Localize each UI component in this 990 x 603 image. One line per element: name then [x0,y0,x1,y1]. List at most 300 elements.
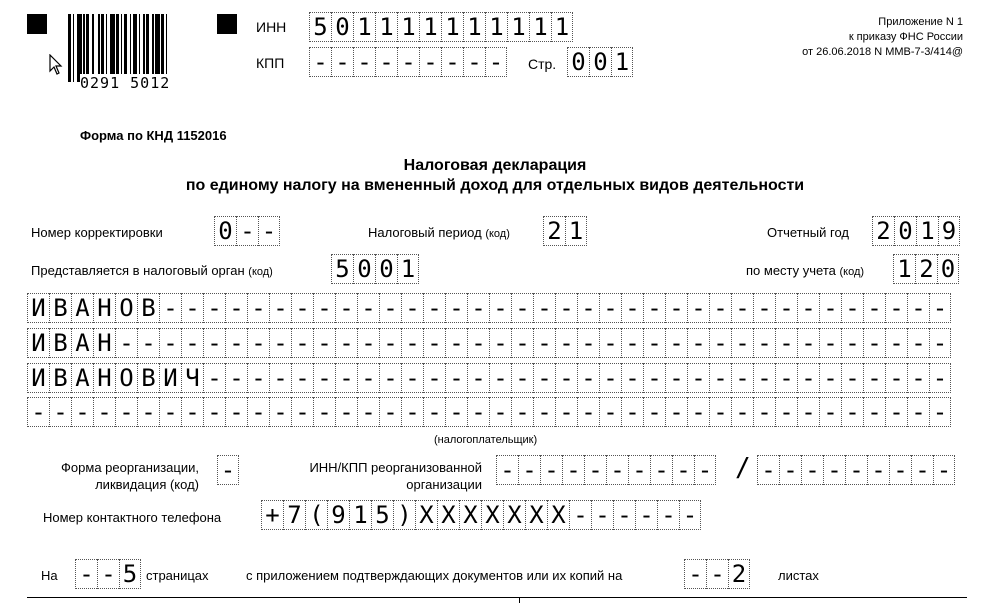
char-cell: - [467,397,489,427]
char-cell: 1 [463,12,485,42]
char-cell: X [503,500,525,530]
char-cell: - [845,455,867,485]
char-cell: - [357,397,379,427]
char-cell: - [679,500,701,530]
char-cell: - [687,293,709,323]
char-cell: - [863,328,885,358]
char-cell: - [397,47,419,77]
char-cell: - [159,293,181,323]
char-cell: - [665,328,687,358]
char-cell: - [863,293,885,323]
char-cell: 0 [375,254,397,284]
period-code-suffix: (код) [485,228,510,240]
char-cell: X [459,500,481,530]
authority-label-text: Представляется в налоговый орган [31,263,245,278]
char-cell: - [467,363,489,393]
char-cell: - [885,328,907,358]
char-cell: - [907,328,929,358]
char-cell: - [819,328,841,358]
period-label [368,225,510,240]
char-cell: - [97,559,119,589]
barcode-bar [167,14,170,82]
pages-suffix: страницах [146,568,209,583]
char-cell: Ч [181,363,203,393]
bottom-rule [27,597,967,598]
reorg-inn-label-line1: ИНН/КПП реорганизованной [309,460,482,475]
char-cell: О [115,293,137,323]
char-cell: - [885,293,907,323]
form-title-line1: Налоговая декларация [403,157,587,174]
char-cell: - [775,328,797,358]
page-cells[interactable] [567,47,633,77]
char-cell: - [757,455,779,485]
char-cell: - [27,397,49,427]
reorg-slash: / [735,453,751,483]
char-cell: - [562,455,584,485]
char-cell: 0 [214,216,236,246]
char-cell: - [247,293,269,323]
char-cell: И [27,293,49,323]
char-cell: 5 [119,559,141,589]
char-cell: - [71,397,93,427]
place-code-suffix: (код) [839,266,865,278]
reorg-cells[interactable] [217,455,239,485]
char-cell: - [599,293,621,323]
char-cell: - [441,47,463,77]
char-cell: - [533,363,555,393]
char-cell: - [819,293,841,323]
char-cell: - [731,363,753,393]
char-cell: 1 [349,500,371,530]
char-cell: - [313,293,335,323]
char-cell: - [779,455,801,485]
char-cell: - [621,293,643,323]
name-row-3[interactable] [27,363,951,393]
char-cell: - [533,293,555,323]
char-cell: - [93,397,115,427]
char-cell: - [291,363,313,393]
char-cell: В [49,328,71,358]
char-cell: - [797,328,819,358]
char-cell: - [929,293,951,323]
char-cell: - [731,397,753,427]
char-cell: - [889,455,911,485]
char-cell: - [291,293,313,323]
char-cell: - [687,363,709,393]
kpp-cells[interactable] [309,47,507,77]
char-cell: - [684,559,706,589]
char-cell: Н [93,363,115,393]
char-cell: 1 [551,12,573,42]
pages-cells[interactable] [75,559,141,589]
char-cell: 9 [327,500,349,530]
char-cell: - [291,397,313,427]
taxpayer-caption: (налогоплательщик) [434,434,538,446]
char-cell: 1 [611,47,633,77]
char-cell: - [929,363,951,393]
char-cell: - [225,328,247,358]
char-cell: - [463,47,485,77]
char-cell: - [511,363,533,393]
char-cell: - [907,293,929,323]
char-cell: - [643,397,665,427]
char-cell: 0 [331,12,353,42]
char-cell: - [258,216,280,246]
char-cell: - [533,328,555,358]
char-cell: - [203,397,225,427]
char-cell: - [709,363,731,393]
char-cell: 0 [567,47,589,77]
form-title-line2: по единому налогу на вмененный доход для отдельных видов деятельности [185,177,805,194]
char-cell: - [599,328,621,358]
char-cell: - [907,397,929,427]
char-cell: - [401,397,423,427]
char-cell: - [584,455,606,485]
char-cell: 1 [529,12,551,42]
char-cell: - [569,500,591,530]
char-cell: 5 [371,500,393,530]
corner-mark-right [217,14,237,34]
char-cell: И [159,363,181,393]
char-cell: - [445,293,467,323]
char-cell: - [181,328,203,358]
char-cell: В [49,363,71,393]
reorg-kpp-cells[interactable] [757,455,955,485]
char-cell: 9 [938,216,960,246]
char-cell: - [694,455,716,485]
char-cell: - [797,397,819,427]
char-cell: - [217,455,239,485]
char-cell: - [335,397,357,427]
barcode [68,14,196,82]
char-cell: ( [305,500,327,530]
char-cell: 2 [915,254,937,284]
phone-label: Номер контактного телефона [43,510,222,525]
char-cell: - [269,328,291,358]
char-cell: - [203,293,225,323]
char-cell: - [555,363,577,393]
char-cell: - [665,293,687,323]
char-cell: А [71,293,93,323]
char-cell: - [375,47,397,77]
char-cell: - [731,328,753,358]
char-cell: - [181,293,203,323]
char-cell: - [335,293,357,323]
char-cell: - [313,363,335,393]
name-row-4[interactable] [27,397,951,427]
char-cell: - [331,47,353,77]
char-cell: - [709,328,731,358]
char-cell: - [621,397,643,427]
char-cell: 7 [283,500,305,530]
char-cell: 5 [331,254,353,284]
char-cell: - [599,397,621,427]
char-cell: И [27,363,49,393]
char-cell: В [137,363,159,393]
char-cell: - [137,397,159,427]
char-cell: 5 [309,12,331,42]
char-cell: - [657,500,679,530]
char-cell: - [801,455,823,485]
char-cell: - [650,455,672,485]
char-cell: - [907,363,929,393]
char-cell: - [687,397,709,427]
pages-prefix: На [41,568,58,583]
char-cell: 0 [589,47,611,77]
char-cell: О [115,363,137,393]
char-cell: - [775,397,797,427]
inn-label: ИНН [256,19,287,35]
char-cell: Н [93,328,115,358]
char-cell: - [555,397,577,427]
authority-label [31,263,273,278]
char-cell: - [489,328,511,358]
char-cell: X [415,500,437,530]
sheets-label: листах [778,568,819,583]
char-cell: - [753,363,775,393]
char-cell: - [841,363,863,393]
char-cell: 1 [397,254,419,284]
place-label-text: по месту учета [746,263,836,278]
char-cell: - [665,363,687,393]
correction-cells[interactable] [214,216,280,246]
char-cell: Н [93,293,115,323]
char-cell: - [467,293,489,323]
char-cell: - [775,293,797,323]
attach-cells[interactable] [684,559,750,589]
char-cell: - [489,397,511,427]
name-row-2[interactable] [27,328,951,358]
char-cell: - [555,293,577,323]
char-cell: - [911,455,933,485]
char-cell: - [419,47,441,77]
char-cell: X [525,500,547,530]
char-cell: - [423,293,445,323]
char-cell: - [115,397,137,427]
char-cell: - [269,397,291,427]
char-cell: - [577,328,599,358]
char-cell: - [159,397,181,427]
char-cell: - [706,559,728,589]
correction-label: Номер корректировки [31,225,163,240]
char-cell: - [309,47,331,77]
authority-code-suffix: (код) [248,266,273,278]
char-cell: - [621,328,643,358]
char-cell: В [137,293,159,323]
page-label: Стр. [528,56,557,72]
char-cell: ) [393,500,415,530]
char-cell: - [797,293,819,323]
char-cell: - [635,500,657,530]
char-cell: - [225,397,247,427]
char-cell: - [181,397,203,427]
char-cell: 0 [894,216,916,246]
char-cell: - [797,363,819,393]
char-cell: 1 [916,216,938,246]
char-cell: - [49,397,71,427]
char-cell: - [75,559,97,589]
appendix-line2: к приказу ФНС России [848,31,963,43]
char-cell: - [247,363,269,393]
char-cell: 2 [543,216,565,246]
char-cell: - [555,328,577,358]
char-cell: - [540,455,562,485]
authority-cells[interactable] [331,254,419,284]
char-cell: - [357,328,379,358]
char-cell: - [269,363,291,393]
char-cell: - [672,455,694,485]
char-cell: - [823,455,845,485]
char-cell: - [867,455,889,485]
char-cell: - [137,328,159,358]
char-cell: - [819,397,841,427]
char-cell: - [357,293,379,323]
char-cell: - [313,397,335,427]
char-cell: - [379,397,401,427]
char-cell: 0 [353,254,375,284]
char-cell: - [353,47,375,77]
char-cell: - [485,47,507,77]
char-cell: - [775,363,797,393]
char-cell: - [709,293,731,323]
reorg-inn-cells[interactable] [496,455,716,485]
char-cell: - [511,293,533,323]
char-cell: 1 [375,12,397,42]
char-cell: - [613,500,635,530]
char-cell: X [481,500,503,530]
char-cell: - [591,500,613,530]
char-cell: - [445,363,467,393]
char-cell: - [379,293,401,323]
char-cell: - [577,397,599,427]
char-cell: - [423,363,445,393]
mouse-cursor-icon [49,54,63,76]
char-cell: - [489,293,511,323]
char-cell: - [577,293,599,323]
char-cell: X [547,500,569,530]
inn-cells[interactable] [309,12,573,42]
char-cell: - [841,328,863,358]
char-cell: - [236,216,258,246]
char-cell: - [247,328,269,358]
kpp-label: КПП [256,55,285,71]
name-row-1[interactable] [27,293,951,323]
char-cell: - [687,328,709,358]
char-cell: - [753,328,775,358]
char-cell: - [225,363,247,393]
char-cell: - [533,397,555,427]
char-cell: - [225,293,247,323]
char-cell: - [269,293,291,323]
char-cell: - [401,363,423,393]
place-label [746,263,864,278]
char-cell: 1 [441,12,463,42]
char-cell: В [49,293,71,323]
char-cell: - [643,328,665,358]
period-cells[interactable] [543,216,587,246]
phone-cells[interactable] [261,500,701,530]
char-cell: - [929,397,951,427]
char-cell: - [159,328,181,358]
char-cell: А [71,328,93,358]
reorg-label-line2: ликвидация (код) [95,477,199,492]
form-knd: Форма по КНД 1152016 [80,128,227,143]
reorg-label-line1: Форма реорганизации, [61,460,199,475]
char-cell: - [643,363,665,393]
char-cell: - [203,328,225,358]
appendix-line3: от 26.06.2018 N ММВ-7-3/414@ [802,46,963,58]
char-cell: - [863,363,885,393]
char-cell: 1 [565,216,587,246]
char-cell: - [335,363,357,393]
char-cell: - [665,397,687,427]
attach-label: с приложением подтверждающих документов или их копий на [246,568,623,583]
char-cell: - [731,293,753,323]
char-cell: - [885,397,907,427]
char-cell: - [445,328,467,358]
char-cell: - [511,397,533,427]
char-cell: - [753,397,775,427]
char-cell: - [489,363,511,393]
char-cell: - [401,293,423,323]
char-cell: А [71,363,93,393]
year-label: Отчетный год [767,225,849,240]
char-cell: - [518,455,540,485]
char-cell: И [27,328,49,358]
char-cell: 1 [485,12,507,42]
appendix-line1: Приложение N 1 [878,16,963,28]
reorg-inn-label-line2: организации [406,477,482,492]
char-cell: - [313,328,335,358]
char-cell: - [841,293,863,323]
char-cell: - [335,328,357,358]
char-cell: 1 [507,12,529,42]
char-cell: - [467,328,489,358]
char-cell: - [379,328,401,358]
char-cell: - [933,455,955,485]
char-cell: - [423,397,445,427]
corner-mark-left [27,14,47,34]
char-cell: - [709,397,731,427]
char-cell: 2 [872,216,894,246]
char-cell: 1 [893,254,915,284]
char-cell: - [423,328,445,358]
char-cell: 1 [397,12,419,42]
char-cell: - [863,397,885,427]
char-cell: - [577,363,599,393]
char-cell: - [929,328,951,358]
char-cell: - [511,328,533,358]
char-cell: 2 [728,559,750,589]
place-cells[interactable] [893,254,959,284]
char-cell: - [621,363,643,393]
char-cell: - [599,363,621,393]
char-cell: 1 [353,12,375,42]
char-cell: - [445,397,467,427]
char-cell: - [643,293,665,323]
char-cell: - [885,363,907,393]
year-cells[interactable] [872,216,960,246]
char-cell: 0 [937,254,959,284]
char-cell: - [496,455,518,485]
char-cell: X [437,500,459,530]
char-cell: + [261,500,283,530]
char-cell: - [357,363,379,393]
barcode-number: 0291 5012 [80,74,190,92]
char-cell: - [628,455,650,485]
char-cell: - [401,328,423,358]
char-cell: - [291,328,313,358]
